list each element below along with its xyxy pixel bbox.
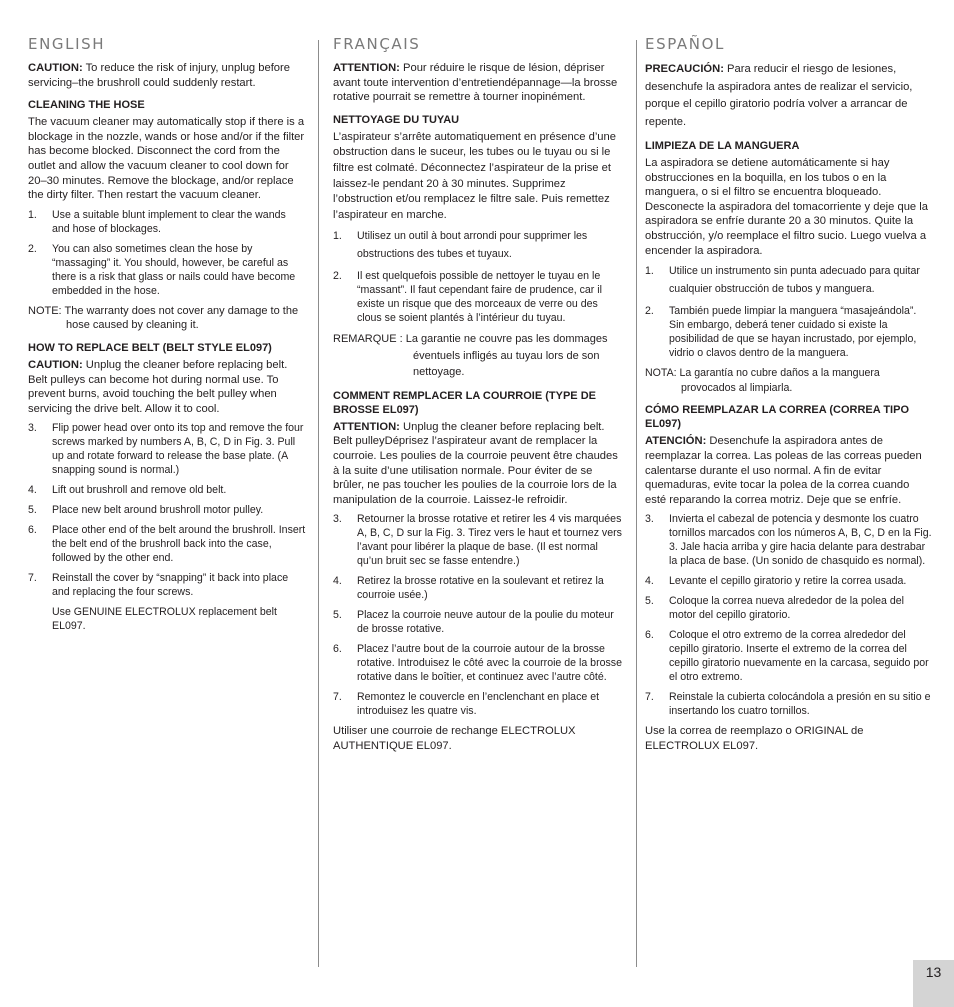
spanish-note: NOTA: La garantía no cubre daños a la manguera provocados al limpiarla. (645, 367, 880, 394)
list-item: 3. Flip power head over onto its top and remove the four screws marked by numbers A, B, C, D in Fig. 3. Pull up and rotate forward to release the base plate. (A snapping sound is normal.) (28, 422, 304, 477)
list-item: 4. Levante el cepillo giratorio y retire la correa usada. (645, 575, 907, 588)
list-item: 4. Lift out brushroll and remove old belt. (28, 484, 227, 497)
spanish-heading: ESPAÑOL (645, 35, 725, 53)
french-caution: ATTENTION: Pour réduire le risque de lésion, dépriser avant toute intervention d’entretiendépannage—la brosse rotative pourrait se remettre à tourner inopinément. (333, 62, 618, 104)
column-divider-right (636, 40, 637, 967)
french-genuine-note: Utiliser une courroie de rechange ELECTROLUX AUTHENTIQUE EL097. (333, 725, 576, 752)
english-genuine-note: Use GENUINE ELECTROLUX replacement belt EL097. (52, 606, 277, 633)
list-item: 4. Retirez la brosse rotative en la soulevant et retirez la courroie usée.) (333, 575, 604, 602)
list-item: 3. Retourner la brosse rotative et retirer les 4 vis marquées A, B, C, D sur la Fig. 3. Tirez vers le haut et tournez vers l’avant pour libérer la plaque de base. (Il est normal qu’un bruit sec se fasse entendre.) (333, 513, 622, 568)
french-belt-steps (333, 512, 623, 718)
page-number: 13 (913, 960, 954, 1007)
list-item: 6. Coloque el otro extremo de la correa alrededor del cepillo giratorio. Inserte el extremo de la correa del cepillo giratorio nuevamente en la carcasa, seguido por el otro extremo. (645, 629, 929, 684)
french-hose-steps (333, 228, 623, 325)
french-hose-text: L’aspirateur s’arrête automatiquement en présence d’une obstruction dans le suceur, les tubes ou le tuyau ou si le filtre est colmaté. Déconnectez l’aspirateur de la prise et laissez-le pendant 20 à 30 minutes. Supprimez l’obstruction et/ou remplacez le filtre sale. Puis remettez l’aspirateur en marche. (333, 130, 616, 221)
list-item: 7. Reinstall the cover by “snapping” it back into place and replacing the four screws. (28, 572, 289, 599)
spanish-column (645, 34, 933, 759)
english-heading: ENGLISH (28, 35, 106, 53)
list-item: 6. Placez l’autre bout de la courroie autour de la brosse rotative. Introduisez le côté avec la courroie de la brosse rotative dans le boîtier, et continuez avec l’autre côté. (333, 643, 622, 684)
spanish-hose-heading: LIMPIEZA DE LA MANGUERA (645, 140, 800, 152)
french-heading: FRANÇAIS (333, 35, 421, 53)
french-column (333, 34, 623, 759)
list-item: 1. Utilisez un outil à bout arrondi pour supprimer les obstructions des tubes et tuyaux. (333, 230, 588, 260)
list-item: 5. Placez la courroie neuve autour de la poulie du moteur de brosse rotative. (333, 609, 614, 636)
column-divider-left (318, 40, 319, 967)
list-item: 2. También puede limpiar la manguera “masajeándola”. Sin embargo, deberá tener cuidado si existe la posibilidad de que se hayan incrustado, por ejemplo, vidrio o clavos dentro de la manguera. (645, 305, 917, 360)
list-item: 2. Il est quelquefois possible de nettoyer le tuyau en le “massant”. Il faut cependant faire de prudence, car il existe un risque que des morceaux de verre ou des clous se soient plantés à l’intérieur du tuyau. (333, 270, 602, 325)
english-caution: CAUTION: To reduce the risk of injury, unplug before servicing–the brushroll could suddenly restart. (28, 62, 290, 89)
spanish-hose-text: La aspiradora se detiene automáticamente si hay obstrucciones en la boquilla, en los tubos o en la manguera, o si el filtro se encuentra bloqueado. Desconecte la aspiradora del tomacorriente y deje que la aspiradora se enfríe durante 20 a 30 minutos. Quite la obstrucción, y/o reemplace el filtro sucio. Luego vuelva a encender la aspiradora. (645, 157, 928, 257)
spanish-genuine-note: Use la correa de reemplazo o ORIGINAL de ELECTROLUX EL097. (645, 725, 864, 752)
french-belt-heading: COMMENT REMPLACER LA COURROIE (TYPE DE BROSSE EL097) (333, 389, 596, 416)
english-belt-steps (28, 421, 306, 599)
list-item: 5. Place new belt around brushroll motor pulley. (28, 504, 264, 517)
french-hose-heading: NETTOYAGE DU TUYAU (333, 113, 460, 126)
spanish-belt-steps (645, 512, 933, 718)
english-belt-caution: CAUTION: Unplug the cleaner before replacing belt. Belt pulleys can become hot during normal use. To prevent burns, avoid touching the belt pulley when servicing the drive belt. Allow it to cool. (28, 358, 288, 415)
english-hose-heading: CLEANING THE HOSE (28, 99, 145, 112)
english-belt-heading: HOW TO REPLACE BELT (BELT STYLE EL097) (28, 341, 272, 354)
list-item: 6. Place other end of the belt around the brushroll. Insert the belt end of the brushroll back into the case, followed by the other end. (28, 524, 306, 565)
spanish-belt-caution: ATENCIÓN: Desenchufe la aspiradora antes de reemplazar la correa. Las poleas de las correas pueden calentarse durante el uso normal. A fin de evitar quemaduras, evite tocar la polea de la correa cuando esté reparando la correa motriz. Deje que se enfríe. (645, 435, 922, 506)
list-item: 1. Use a suitable blunt implement to clear the wands and hose of blockages. (28, 208, 286, 235)
french-note: REMARQUE : La garantie ne couvre pas les dommages éventuels infligés au tuyau lors de son nettoyage. (333, 333, 608, 379)
english-hose-steps (28, 208, 306, 298)
french-belt-caution: ATTENTION: Unplug the cleaner before replacing belt. Belt pulleyDéprisez l’aspirateur avant de remplacer la courroie. Les poulies de la courroie peuvent être chaudes à la suite d’une utilisation normale. Pour éviter de se brûler, ne pas toucher les poulies de la courroie lors de la manipulation de la courroie. Laissez-le refroidir. (333, 420, 618, 506)
list-item: 3. Invierta el cabezal de potencia y desmonte los cuatro tornillos marcados con los números A, B, C, D en la Fig. 3. Jale hacia arriba y gire hacia delante para destrabar la placa de base. (Un sonido de chasquido es normal). (645, 513, 932, 568)
list-item: 2. You can also sometimes clean the hose by “massaging” it. You should, however, be careful as there is a risk that glass or nails could have become embedded in the hose. (28, 242, 296, 297)
list-item: 5. Coloque la correa nueva alrededor de la polea del motor del cepillo giratorio. (645, 595, 904, 622)
english-note: NOTE: The warranty does not cover any damage to the hose caused by cleaning it. (28, 304, 299, 332)
spanish-hose-steps (645, 263, 933, 360)
english-hose-text: The vacuum cleaner may automatically stop if there is a blockage in the nozzle, wands or hose and/or if the filter has become blocked. Disconnect the cord from the outlet and allow the vacuum cleaner to cool down for 20–30 minutes. Remove the blockage, and/or replace the dirty filter. Then restart the vacuum cleaner. (28, 116, 305, 202)
list-item: 7. Remontez le couvercle en l’enclenchant en place et introduisez les quatre vis. (333, 691, 600, 718)
list-item: 7. Reinstale la cubierta colocándola a presión en su sitio e insertando los cuatro tornillos. (645, 691, 931, 718)
list-item: 1. Utilice un instrumento sin punta adecuado para quitar cualquier obstrucción de tubos y manguera. (645, 265, 920, 295)
spanish-belt-heading: CÓMO REEMPLAZAR LA CORREA (CORREA TIPO EL097) (645, 404, 909, 431)
spanish-caution: PRECAUCIÓN: Para reducir el riesgo de lesiones, desenchufe la aspiradora antes de realizar el servicio, porque el cepillo giratorio podría volver a arrancar de repente. (645, 63, 913, 128)
english-column (28, 34, 306, 638)
